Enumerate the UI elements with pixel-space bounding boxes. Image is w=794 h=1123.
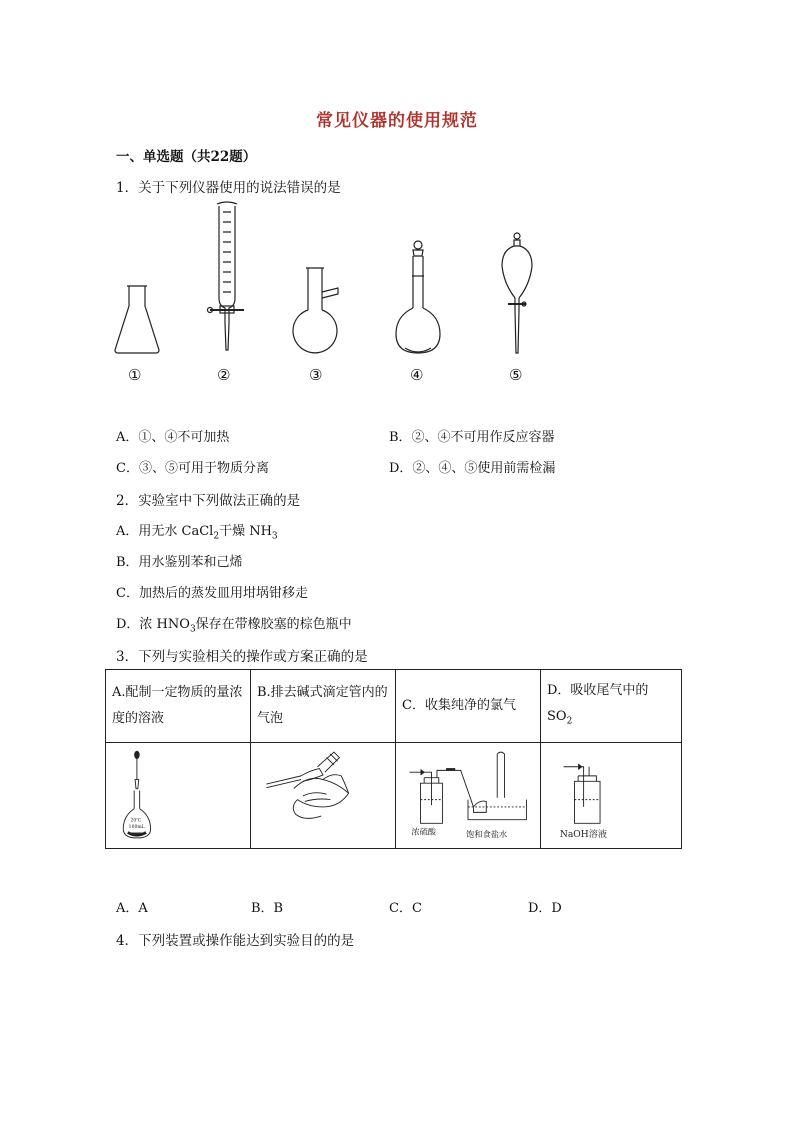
instrument-number-3: ③ [309,366,323,384]
flask-label-temp: 20℃ [130,818,142,824]
q3-pic-b [251,743,396,849]
volumetric-flask-dropper-icon [106,743,250,848]
q3-pic-d [541,743,682,849]
q1-stem: 1．关于下列仪器使用的说法错误的是 [116,180,341,196]
label-saturated-brine: 饱和食盐水 [466,829,508,840]
distillation-flask-icon [293,268,338,353]
q2-option-d-sub: 3 [189,624,196,635]
q3-stem: 3．下列与实验相关的操作或方案正确的是 [116,649,368,665]
q1-option-a[interactable]: A．①、④不可加热 [116,430,230,445]
q2-option-d-text2: 保存在带橡胶塞的棕色瓶中 [195,617,352,632]
q3-cell-d-sub: 2 [566,716,573,727]
label-conc-sulfuric-acid: 浓硫酸 [411,826,437,837]
q2-option-a-text2: 干燥 NH [219,524,272,539]
instrument-number-2: ② [217,366,231,384]
q2-option-a[interactable] [116,520,278,542]
q2-option-d-text1: D．浓 HNO [116,617,190,632]
so2-absorption-icon [541,743,681,848]
q2-option-b[interactable]: B．用水鉴别苯和己烯 [116,555,243,570]
q2-option-a-sub1: 2 [213,531,220,542]
q3-cell-c: C．收集纯净的氯气 [396,670,541,743]
q2-option-d[interactable] [116,613,352,635]
q3-pic-a [106,743,251,849]
q2-option-a-sub2: 3 [271,531,278,542]
q3-pic-c [396,743,541,849]
q2-option-c[interactable]: C．加热后的蒸发皿用坩埚钳移走 [116,586,308,601]
volumetric-flask-icon [396,241,440,353]
instrument-number-1: ① [128,366,142,384]
instrument-number-5: ⑤ [509,366,523,384]
q3-option-b[interactable]: B．B [251,901,284,916]
label-naoh-solution: NaOH溶液 [559,830,607,841]
q3-cell-d [541,670,682,743]
q3-option-d[interactable]: D．D [528,901,562,916]
separatory-funnel-icon [502,233,532,353]
q3-cell-a: A.配制一定物质的量浓度的溶液 [106,670,251,743]
chlorine-collection-icon [396,743,540,848]
page-title: 常见仪器的使用规范 [316,111,478,131]
q3-cell-b: B.排去碱式滴定管内的气泡 [251,670,396,743]
burette-bubble-hand-icon [251,743,395,848]
q1-option-d[interactable]: D．②、④、⑤使用前需检漏 [389,461,556,476]
q1-instruments-figure [100,198,560,363]
q4-stem: 4．下列装置或操作能达到实验目的的是 [116,933,355,949]
q2-option-a-text1: A．用无水 CaCl [116,524,214,539]
burette-icon [208,202,245,350]
flask-label-volume: 100mL [128,824,145,830]
q2-stem: 2．实验室中下列做法正确的是 [116,493,301,509]
q1-option-c[interactable]: C．③、⑤可用于物质分离 [116,461,269,476]
q1-option-b[interactable]: B．②、④不可用作反应容器 [389,430,555,445]
q3-cell-d-text: D．吸收尾气中的 SO [547,682,649,724]
q3-option-a[interactable]: A．A [116,901,148,916]
instrument-number-4: ④ [410,366,424,384]
q3-table [105,669,682,849]
conical-flask-icon [115,286,159,353]
q3-option-c[interactable]: C．C [389,901,422,916]
section-heading: 一、单选题（共22题） [116,149,257,165]
